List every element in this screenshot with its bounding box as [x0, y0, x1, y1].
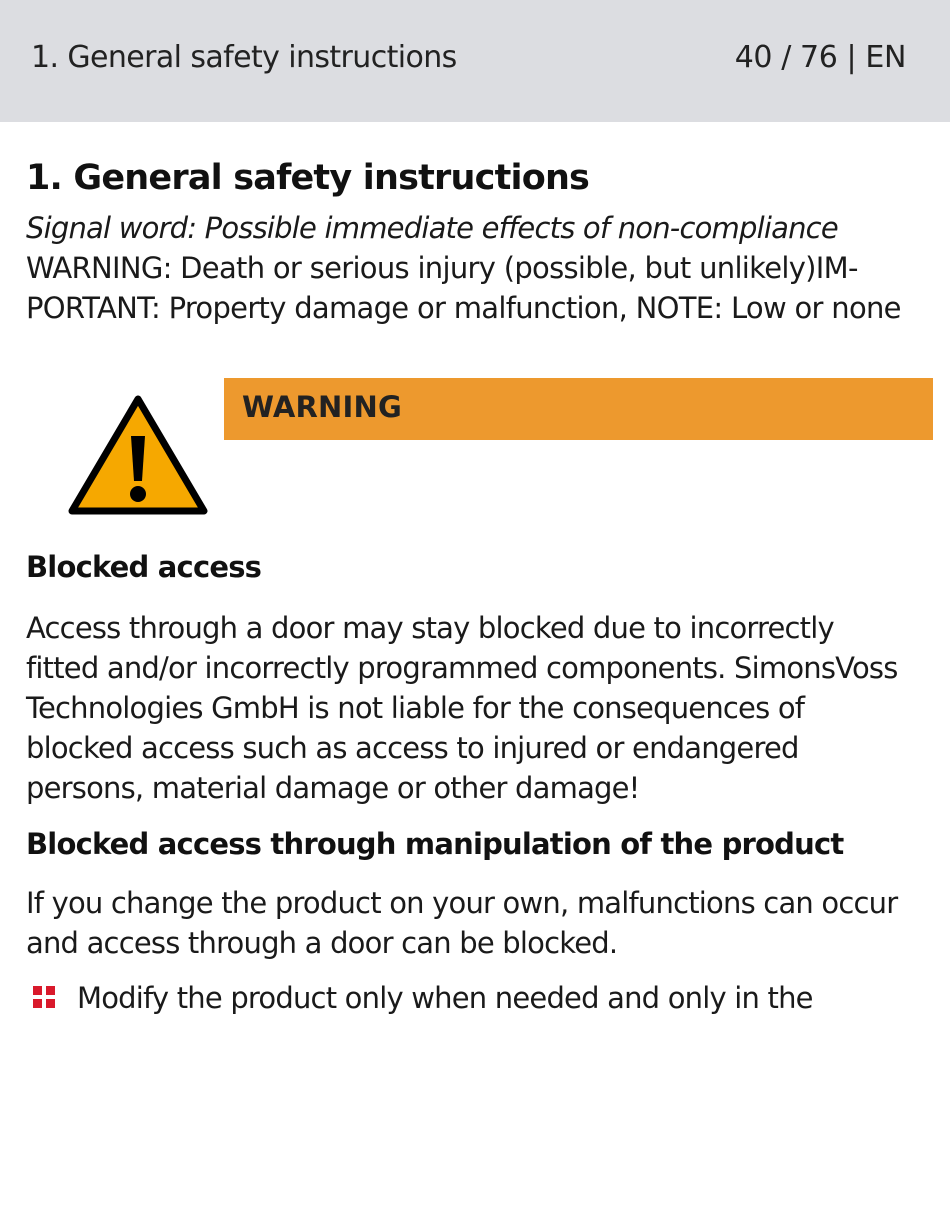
- signal-levels-text: WARNING: Death or serious injury (possible, but unlikely)IMPORTANT: Property damage or malfunction, NOTE: Low or none: [26, 251, 901, 325]
- block-text-manipulation: If you change the product on your own, malfunctions can occur and access through a door can be blocked.: [26, 886, 898, 960]
- page-number: 40 / 76 | EN: [734, 40, 906, 75]
- section-heading: 1. General safety instructions: [26, 158, 590, 198]
- warning-triangle-icon: [66, 392, 210, 518]
- warning-banner: [224, 378, 933, 440]
- block-text-blocked-access: Access through a door may stay blocked due to incorrectly fitted and/or incorrectly programmed components. SimonsVoss Technologies GmbH is not liable for the consequences of blocked access such as access to injured or endangered persons, material damage or other damage!: [26, 611, 898, 805]
- signal-word-line: Signal word: Possible immediate effects of non-compliance: [26, 211, 838, 245]
- page-header: [0, 0, 950, 122]
- header-title: 1. General safety instructions: [31, 40, 457, 75]
- bullet-text: Modify the product only when needed and only in the: [77, 981, 813, 1015]
- warning-label: WARNING: [242, 390, 402, 424]
- block-title-manipulation: Blocked access through manipulation of the product: [26, 827, 844, 861]
- red-square-bullet-icon: [33, 986, 55, 1008]
- block-title-blocked-access: Blocked access: [26, 550, 262, 584]
- signal-word-intro: [26, 208, 911, 328]
- list-item: [26, 978, 916, 1018]
